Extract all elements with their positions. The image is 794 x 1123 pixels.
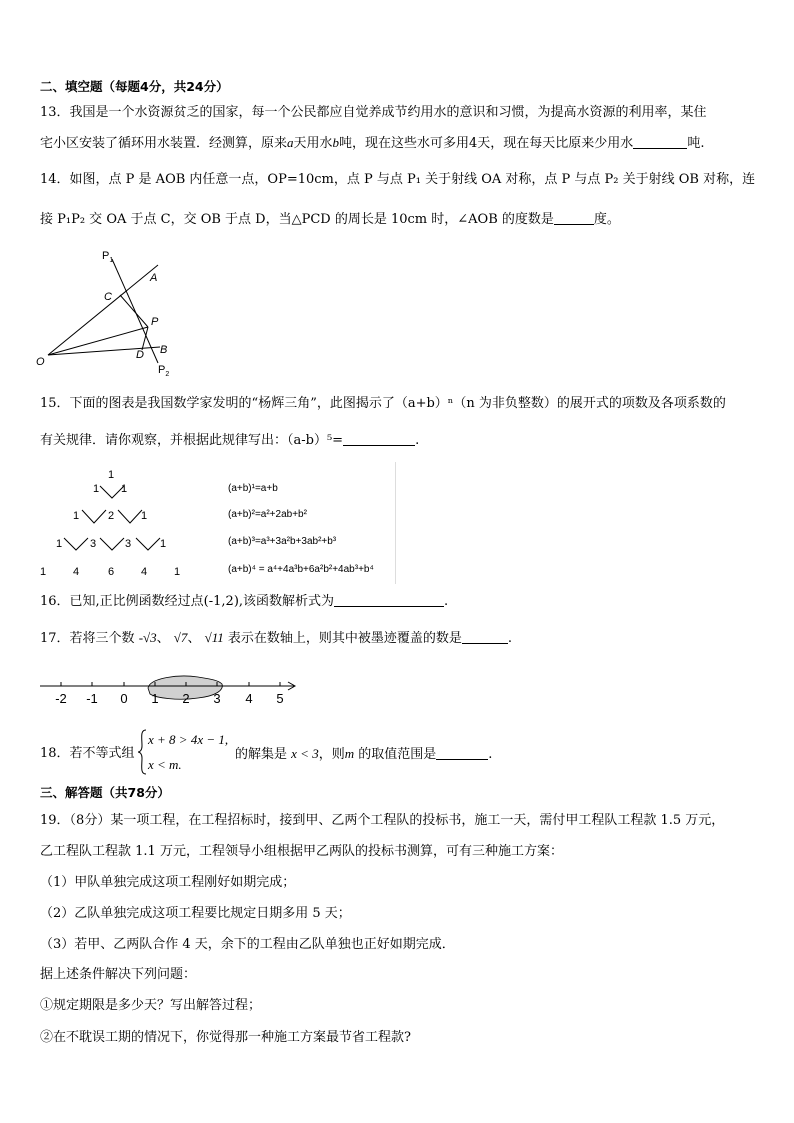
- q14-geometry-figure: [30, 245, 180, 380]
- label-p2: $P_2$: [158, 364, 170, 378]
- label-o: O: [36, 356, 45, 368]
- q14-line2: [40, 210, 620, 230]
- q19-option1: （1）甲队单独完成这项工程刚好如期完成；: [40, 875, 296, 890]
- q15-line2: [40, 431, 419, 451]
- label-a: A: [150, 272, 158, 284]
- formula-n4: (a+b)⁴ = a⁴+4a³b+6a²b²+4ab³+b⁴: [228, 564, 374, 575]
- q17-text-b: 表示在数轴上，则其中被墨迹覆盖的数是: [227, 631, 462, 646]
- label-p: P: [151, 316, 159, 328]
- label-b: B: [160, 344, 168, 356]
- q15-answer-blank[interactable]: [343, 431, 415, 446]
- figure-divider: [395, 462, 396, 584]
- q15-text: 有关规律．请你观察，并根据此规律写出：（a-b）⁵=: [40, 433, 344, 448]
- q17-num1: -√3: [138, 630, 157, 645]
- q18-text-a: 18．若不等式组: [40, 746, 135, 761]
- q19-subquestion2: ②在不耽误工期的情况下，你觉得那一种施工方案最节省工程款?: [40, 1030, 411, 1045]
- section-title-solve: 三、解答题（共78分）: [40, 785, 170, 800]
- q17-line: 17．若将三个数 -√3、 √7、 √11 表示在数轴上，则其中被墨迹覆盖的数是 .: [40, 630, 513, 646]
- q16-line: [40, 592, 448, 612]
- tick-2: 2: [182, 691, 190, 706]
- q14-answer-blank[interactable]: [554, 210, 594, 225]
- tick-1: 1: [151, 691, 159, 706]
- q14-line1: 14．如图，点 P 是 AOB 内任意一点，OP=10cm，点 P 与点 P₁ 关于射线 OA 对称，点 P 与点 P₂ 关于射线 OB 对称，连: [40, 172, 756, 187]
- q18-text-b: 的解集是: [235, 747, 288, 762]
- q18-line-rest: [235, 744, 492, 765]
- tri-r5-c4: 4: [141, 566, 148, 578]
- q18-ineq2: x < m.: [148, 757, 182, 772]
- tick-4: 4: [245, 691, 253, 706]
- q16-end: .: [444, 594, 449, 609]
- tri-r3-c2: 2: [108, 510, 115, 522]
- q13-end: 吨.: [687, 136, 705, 151]
- number-line: [38, 668, 303, 708]
- q18-ineq1: x + 8 > 4x − 1,: [148, 732, 229, 747]
- q18-brace: [136, 728, 148, 776]
- q16-answer-blank[interactable]: [334, 592, 444, 607]
- q13-text-c: 吨，现在这些水可多用4天，现在每天比原来少用水: [339, 136, 634, 151]
- q15-end: .: [415, 433, 420, 448]
- tri-r4-c3: 3: [125, 538, 132, 550]
- q13-answer-blank[interactable]: [633, 134, 687, 149]
- q19-subquestion1: ①规定期限是多少天？写出解答过程；: [40, 998, 262, 1013]
- q19-line1: 19．（8分）某一项工程，在工程招标时，接到甲、乙两个工程队的投标书，施工一天，需付甲工程队工程款 1.5 万元，: [40, 813, 725, 828]
- q15-line1: 15．下面的图表是我国数学家发明的“杨辉三角”，此图揭示了（a+b）ⁿ（n 为非负整数）的展开式的项数及各项系数的: [40, 396, 726, 411]
- q13-line1: 13．我国是一个水资源贫乏的国家，每一个公民都应自觉养成节约用水的意识和习惯，为提高水资源的利用率，某住: [40, 105, 707, 120]
- label-d: D: [136, 349, 144, 361]
- q13-text-b: 天用水: [293, 136, 333, 151]
- tri-r5-c2: 4: [73, 566, 80, 578]
- q19-option3: （3）若甲、乙两队合作 4 天，余下的工程由乙队单独也正好如期完成．: [40, 937, 455, 952]
- formula-n1: (a+b)¹=a+b: [228, 483, 278, 494]
- tri-r5-c3: 6: [108, 566, 115, 578]
- tick-neg2: -2: [55, 691, 67, 706]
- tick-0: 0: [120, 691, 128, 706]
- tick-neg1: -1: [86, 691, 98, 706]
- q17-num3: √11: [204, 630, 224, 645]
- tri-r3-c1: 1: [73, 510, 80, 522]
- tick-3: 3: [213, 691, 221, 706]
- tri-r1-c1: 1: [108, 469, 115, 481]
- segment-pc: [120, 295, 148, 327]
- q18-cond: x < 3: [291, 746, 319, 761]
- formula-n2: (a+b)²=a²+2ab+b²: [228, 509, 307, 520]
- q14-end: 度。: [593, 212, 620, 227]
- q13-line2: [40, 133, 704, 154]
- q14-text: 接 P₁P₂ 交 OA 于点 C，交 OB 于点 D，当△PCD 的周长是 10cm 时，∠AOB 的度数是: [40, 212, 554, 227]
- q19-prompt: 据上述条件解决下列问题：: [40, 967, 197, 982]
- tri-r4-c4: 1: [160, 538, 167, 550]
- q17-end: .: [507, 631, 513, 646]
- q13-var-a: a: [287, 135, 294, 150]
- q13-var-b: b: [332, 135, 340, 150]
- q18-answer-blank[interactable]: [436, 745, 488, 760]
- q13-text-a: 宅小区安装了循环用水装置．经测算，原来: [40, 136, 288, 151]
- q17-num2: √7: [173, 630, 188, 645]
- q17-text-a: 17．若将三个数: [40, 631, 135, 646]
- section-title-fill-blank: 二、填空题（每题4分，共24分）: [40, 79, 229, 94]
- label-p1: $P_1$: [102, 250, 114, 264]
- tri-r5-c1: 1: [40, 566, 47, 578]
- q18-text-d: 的取值范围是: [358, 747, 437, 762]
- tri-r2-c2: 1: [121, 483, 128, 495]
- tick-5: 5: [276, 691, 284, 706]
- q16-text: 16．已知,正比例函数经过点(-1,2),该函数解析式为: [40, 594, 335, 609]
- segment-op: [48, 327, 148, 355]
- q18-text-c: ，则: [318, 747, 345, 762]
- label-c: C: [104, 291, 112, 303]
- q18-end: .: [488, 747, 493, 762]
- q19-option2: （2）乙队单独完成这项工程要比规定日期多用 5 天；: [40, 906, 351, 921]
- tri-r4-c1: 1: [56, 538, 63, 550]
- ray-oa: [48, 265, 158, 355]
- tri-r3-c3: 1: [141, 510, 148, 522]
- q19-line2: 乙工程队工程款 1.1 万元，工程领导小组根据甲乙两队的投标书测算，可有三种施工方案：: [40, 844, 563, 859]
- q18-var-m: m: [344, 746, 355, 761]
- tri-r5-c5: 1: [174, 566, 181, 578]
- formula-n3: (a+b)³=a³+3a²b+3ab²+b³: [228, 536, 337, 547]
- q17-answer-blank[interactable]: [462, 629, 508, 644]
- tri-r2-c1: 1: [93, 483, 100, 495]
- tri-r4-c2: 3: [90, 538, 97, 550]
